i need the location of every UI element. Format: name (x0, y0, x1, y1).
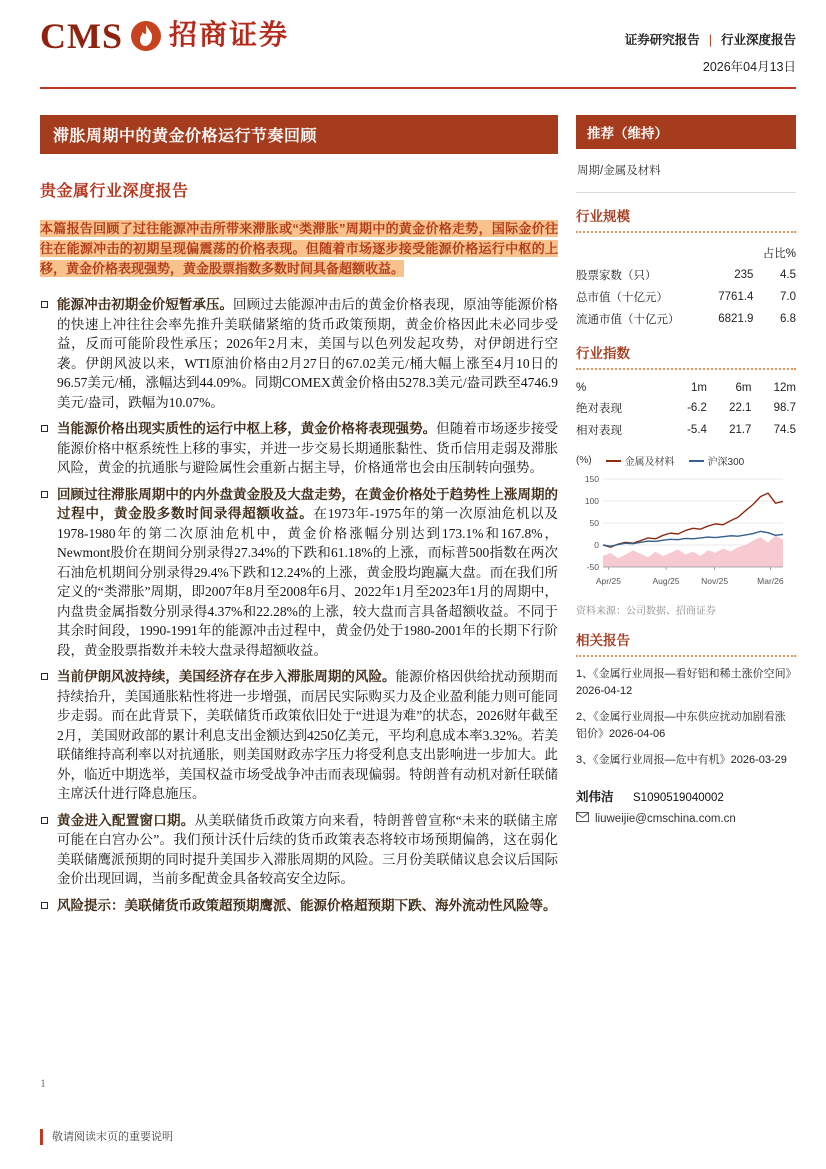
page-number: 1 (40, 1076, 46, 1090)
report-subtitle: 贵金属行业深度报告 (40, 183, 189, 200)
scale-row-value: 7761.4 (718, 291, 754, 303)
table-row (576, 397, 796, 419)
index-cell: 21.7 (729, 424, 752, 436)
bullet-square-icon (41, 491, 48, 498)
index-cell: -5.4 (687, 424, 707, 436)
table-row (576, 264, 796, 286)
bullet-item-1 (40, 295, 558, 412)
cms-flame-icon (130, 20, 162, 52)
scale-header-row (576, 242, 796, 264)
bullet-item-3 (40, 485, 558, 661)
bullet-text-1: 回顾过去能源冲击后的黄金价格表现，原油等能源价格的快速上冲往往会率先推升美联储紧缩的货币政策预期，黄金价格因此未必同步受益，反而可能阶段性承压；2026年2月末，美国与以色列发起攻势，对伊朗进行空袭。伊朗风波以来，WTI原油价格由2月27日的67.02美元/桶大幅上涨至4月10日的96.57美元/桶，涨幅达到44.09%。同期COMEX黄金价格由5278.3美元/盎司跌至4746.9美元/盎司，跌幅为10.07%。 (57, 297, 559, 410)
scale-row-label: 总市值（十亿元） (576, 292, 668, 304)
scale-row-pct: 6.8 (780, 313, 796, 325)
report-header (40, 18, 796, 75)
bullet-square-icon (41, 902, 48, 909)
index-header: 1m (690, 382, 707, 394)
bullet-lead-risk: 风险提示：美联储货币政策超预期鹰派、能源价格超预期下跌、海外流动性风险等。 (57, 897, 557, 913)
chart-legend (576, 453, 796, 468)
metals-line-swatch (606, 460, 621, 462)
index-cell: 74.5 (773, 424, 796, 436)
bullet-text-5: 从美联储货币政策方向来看，特朗普曾宣称“未来的联储主席可能在白宫办公”。我们预计沃什后续的货币政策表态将较市场预期偏鸽，这在弱化美联储鹰派预期的同时提升美国步入滞胀周期的风险。三月份美联储议息会议后国际金价出现回调，当前多配黄金具备较高安全边际。 (57, 812, 558, 886)
industry-breadcrumb: 周期/金属及材料 (576, 149, 796, 193)
brand-chinese-text: 招商证券 (169, 20, 290, 51)
index-header-row (576, 379, 796, 397)
bullet-text-2: 但随着市场逐步接受能源价格中枢系统性上移的事实，并进一步交易长期通胀黏性、货币信用走弱及滞胀风险，黄金的抗通胀与避险属性会重新占据主导，价格通常也会由压制转向强势。 (57, 421, 559, 475)
footer-disclaimer: 敬请阅读末页的重要说明 (40, 1129, 173, 1145)
csi300-line-swatch (689, 460, 704, 462)
analyst-email[interactable]: liuweijie@cmschina.com.cn (595, 812, 736, 825)
chart-source-note: 资料来源：公司数据、招商证券 (576, 606, 716, 617)
svg-text:-50: -50 (586, 562, 599, 572)
envelope-icon (576, 812, 589, 825)
report-date: 2026年04月13日 (702, 60, 796, 74)
trend-line-chart (576, 471, 788, 589)
index-header: 6m (735, 382, 752, 394)
bullet-lead-5: 黄金进入配置窗口期。 (57, 812, 195, 828)
index-header: % (576, 382, 587, 394)
scale-row-value: 6821.9 (718, 313, 754, 325)
legend-label-metals: 金属及材料 (624, 457, 675, 468)
bullet-item-risk (40, 896, 558, 916)
svg-text:150: 150 (584, 474, 599, 484)
analyst-email-row (576, 812, 796, 825)
analyst-identity (576, 787, 796, 805)
bullet-text-3: 在1973年-1975年的第一次原油危机以及1978-1980年的第二次原油危机中，黄金价格涨幅分别达到173.1%和167.8%，Newmont股价在期间分别录得27.34%的下跌和61.18%的上涨，而标普500指数在两次石油危机期间分别录得29.4%下跌和12.24%的上涨，黄金股均跑赢大盘。而在我们所定义的“类滞胀”周期，即2007年8月至2008年6月、2022年1月至2023年1月的周期中，内盘贵金属指数分别录得4.37%和22.28%的上涨，较大盘而言具备超额收益。不同于其余时间段，1990-1991年的能源冲击过程中，黄金仍处于1980-2001年的长期下行阶段，黄金股票指数并未较大盘录得超额收益。 (57, 506, 558, 658)
scale-row-pct: 7.0 (780, 291, 796, 303)
bullet-square-icon (41, 817, 48, 824)
legend-item-csi300 (689, 453, 745, 468)
summary-bullet-list (40, 295, 558, 915)
svg-text:0: 0 (594, 540, 599, 550)
section-title-industry-scale: 行业规模 (576, 193, 796, 233)
section-title-related-reports: 相关报告 (576, 617, 796, 657)
bullet-item-5 (40, 811, 558, 889)
main-column (40, 115, 558, 922)
analyst-block (576, 787, 796, 825)
bullet-item-2 (40, 419, 558, 478)
bullet-text-4: 能源价格因供给扰动预期而持续抬升，美国通胀粘性将进一步增强，而居民实际购买力及企业盈利能力则可能同步走弱。而在此背景下，美联储货币政策依旧处于“进退为难”的状态，2026财年截至2月，美国财政部的累计利息支出金额达到4250亿美元，平均利息成本率3.32%。若美联储维持高利率以对抗通胀，则美国财政赤字压力将受利息支出影响进一步加大。此外，临近中期选举，美国权益市场受战争冲击而表现偏弱。特朗普有动机对新任联储主席沃什进行降息施压。 (57, 669, 559, 801)
index-cell: -6.2 (687, 402, 707, 414)
report-title: 滞胀周期中的黄金价格运行节奏回顾 (40, 115, 558, 154)
industry-index-table (576, 379, 796, 441)
sidebar (576, 115, 796, 922)
scale-row-label: 流通市值（十亿元） (576, 314, 680, 326)
rating-badge: 推荐（维持） (576, 115, 796, 149)
bullet-lead-1: 能源冲击初期金价短暂承压。 (57, 297, 234, 312)
bullet-square-icon (41, 673, 48, 680)
svg-text:100: 100 (584, 496, 599, 506)
analyst-cert-number: S1090519040002 (633, 792, 724, 804)
bullet-square-icon (41, 425, 48, 432)
industry-performance-chart (576, 471, 796, 594)
scale-row-label: 股票家数（只） (576, 270, 657, 282)
bullet-item-4 (40, 667, 558, 804)
industry-scale-table (576, 242, 796, 330)
header-meta (625, 18, 796, 75)
svg-text:Mar/26: Mar/26 (757, 576, 784, 586)
doc-type-label: 证券研究报告 (624, 33, 700, 47)
svg-text:Apr/25: Apr/25 (595, 576, 621, 586)
legend-item-metals (606, 453, 675, 468)
svg-text:50: 50 (589, 518, 599, 528)
doc-type-divider: | (708, 33, 712, 47)
index-row-label: 相对表现 (576, 425, 622, 437)
scale-pct-header: 占比% (762, 248, 796, 260)
bullet-square-icon (41, 301, 48, 308)
abstract-highlight: 本篇报告回顾了过往能源冲击所带来滞胀或“类滞胀”周期中的黄金价格走势，国际金价往往在能源冲击的初期呈现偏震荡的价格表现。但随着市场逐步接受能源价格运行中枢的上移，黄金价格表现强势，黄金股票指数多数时间具备超额收益。 (40, 221, 558, 276)
table-row (576, 286, 796, 308)
scale-row-value: 235 (734, 269, 754, 281)
related-report-link-2[interactable]: 2、《金属行业周报—中东供应扰动加剧看涨铝价》2026-04-06 (576, 711, 786, 740)
svg-text:Aug/25: Aug/25 (652, 576, 680, 586)
table-row (576, 308, 796, 330)
cms-logo (40, 18, 289, 54)
legend-label-csi300: 沪深300 (707, 457, 745, 468)
index-cell: 22.1 (729, 402, 752, 414)
related-report-link-1[interactable]: 1、《金属行业周报—看好铝和稀土涨价空间》2026-04-12 (576, 668, 792, 697)
related-report-link-3[interactable]: 3、《金属行业周报—危中有机》2026-03-29 (576, 754, 787, 766)
index-row-label: 绝对表现 (576, 403, 622, 415)
bullet-lead-2: 当能源价格出现实质性的运行中枢上移，黄金价格将表现强势。 (57, 421, 437, 436)
doc-category-label: 行业深度报告 (720, 33, 796, 47)
analyst-name: 刘伟洁 (576, 790, 614, 804)
scale-row-pct: 4.5 (780, 269, 796, 281)
cms-logo-text: CMS (40, 16, 123, 56)
abstract-paragraph (40, 219, 558, 279)
chart-y-axis-label: (%) (576, 455, 592, 466)
bullet-lead-3: 回顾过往滞胀周期中的内外盘黄金股及大盘走势，在黄金价格处于趋势性上涨周期的过程中，黄金股多数时间录得超额收益。 (57, 486, 558, 521)
index-header: 12m (773, 382, 796, 394)
header-divider-rule (40, 87, 796, 89)
doc-type-line (625, 30, 796, 48)
svg-text:Nov/25: Nov/25 (701, 576, 729, 586)
index-cell: 98.7 (773, 402, 796, 414)
section-title-industry-index: 行业指数 (576, 330, 796, 370)
table-row (576, 419, 796, 441)
bullet-lead-4: 当前伊朗风波持续，美国经济存在步入滞胀周期的风险。 (57, 669, 396, 684)
